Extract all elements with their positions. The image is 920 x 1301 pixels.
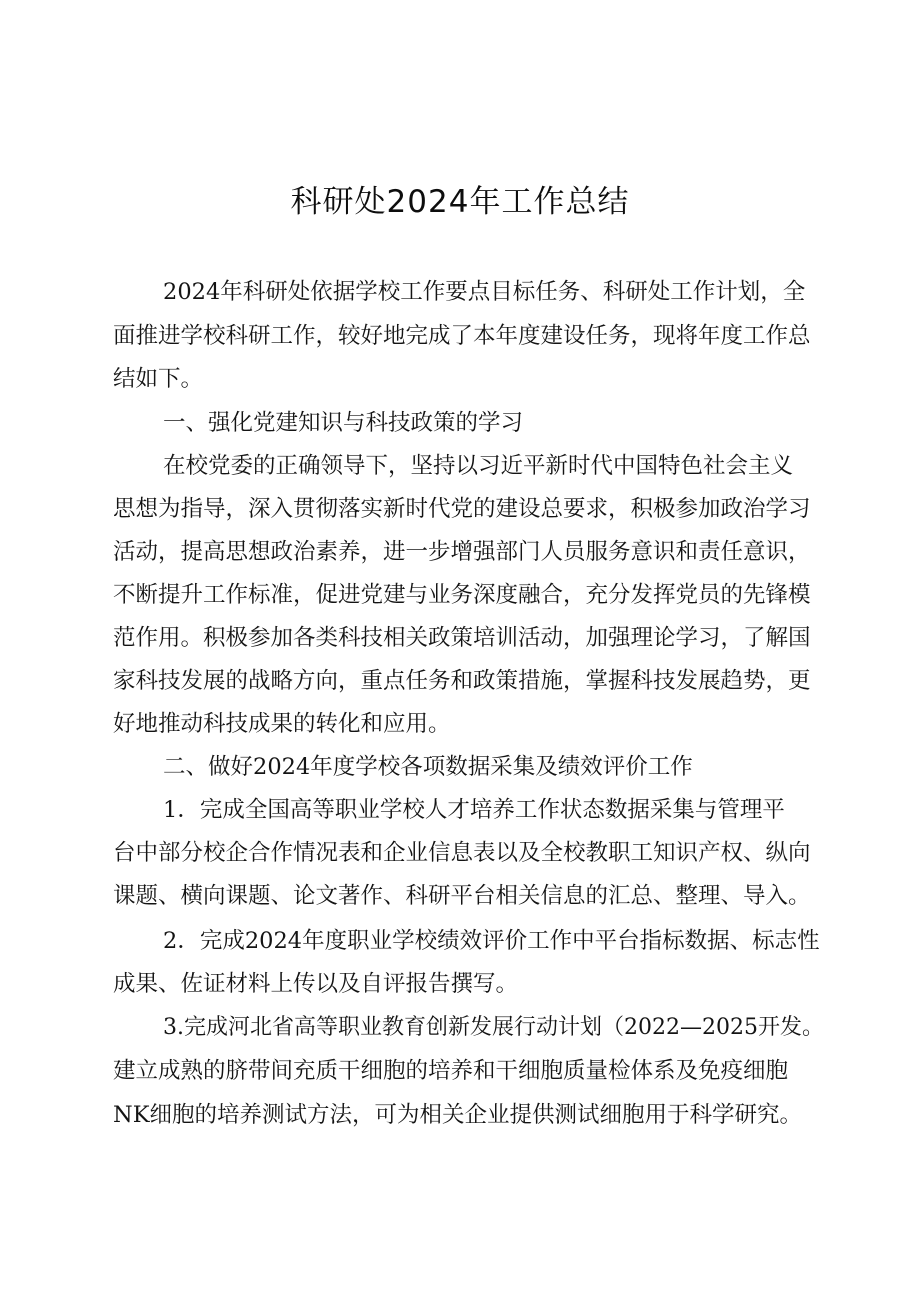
item2-line: 成果、佐证材料上传以及自评报告撰写。 [113, 971, 519, 997]
item1-line: 1．完成全国高等职业学校人才培养工作状态数据采集与管理平 [163, 797, 785, 823]
section1-line: 范作用。积极参加各类科技相关政策培训活动，加强理论学习，了解国 [113, 625, 811, 651]
item2-line: 2．完成2024年度职业学校绩效评价工作中平台指标数据、标志性 [163, 928, 820, 954]
section1-line: 不断提升工作标准，促进党建与业务深度融合，充分发挥党员的先锋模 [113, 582, 811, 608]
intro-line: 面推进学校科研工作，较好地完成了本年度建设任务，现将年度工作总 [113, 323, 811, 349]
document-title: 科研处2024年工作总结 [290, 184, 630, 220]
section-heading-1: 一、强化党建知识与科技政策的学习 [163, 410, 524, 436]
item1-line: 课题、横向课题、论文著作、科研平台相关信息的汇总、整理、导入。 [113, 883, 811, 909]
section1-line: 家科技发展的战略方向，重点任务和政策措施，掌握科技发展趋势，更 [113, 668, 811, 694]
intro-line: 结如下。 [113, 366, 204, 392]
intro-line: 2024年科研处依据学校工作要点目标任务、科研处工作计划，全 [163, 279, 806, 305]
item3-line: NK细胞的培养测试方法，可为相关企业提供测试细胞用于科学研究。 [113, 1102, 802, 1128]
item3-line: 建立成熟的脐带间充质干细胞的培养和干细胞质量检体系及免疫细胞 [113, 1058, 789, 1084]
item1-line: 台中部分校企合作情况表和企业信息表以及全校教职工知识产权、纵向 [113, 840, 811, 866]
section1-line: 思想为指导，深入贯彻落实新时代党的建设总要求，积极参加政治学习 [113, 496, 811, 522]
section1-line: 在校党委的正确领导下，坚持以习近平新时代中国特色社会主义 [163, 453, 794, 479]
section1-line: 好地推动科技成果的转化和应用。 [113, 711, 451, 737]
section-heading-2: 二、做好2024年度学校各项数据采集及绩效评价工作 [163, 754, 693, 780]
section1-line: 活动，提高思想政治素养，进一步增强部门人员服务意识和责任意识， [113, 539, 811, 565]
item3-line: 3.完成河北省高等职业教育创新发展行动计划（2022—2025开发。 [163, 1015, 824, 1040]
